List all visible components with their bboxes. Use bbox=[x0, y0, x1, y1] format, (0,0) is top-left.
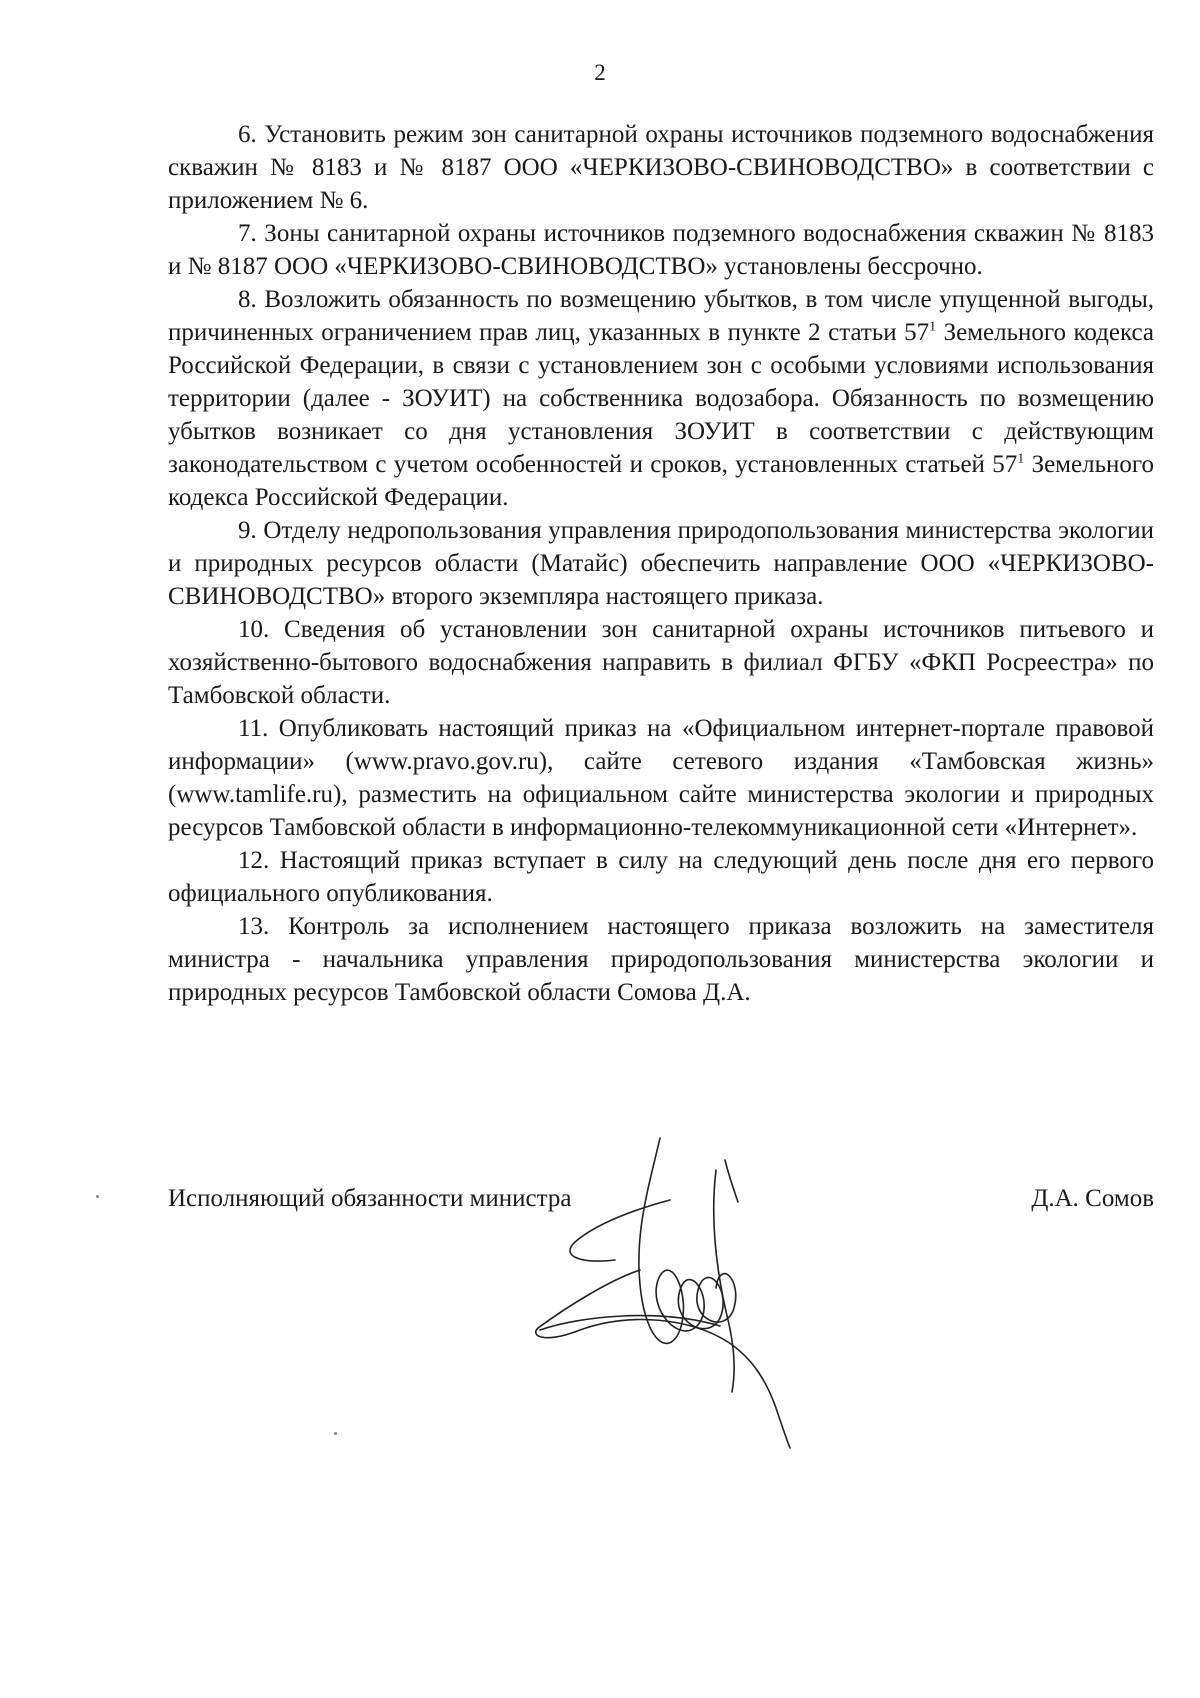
page-number: 2 bbox=[594, 60, 606, 85]
paragraph-8-part2: Земельного кодекса Российской Федерации, в связи с установлением зон с особыми условиями использования территории (далее - ЗОУИТ) на собственника водозабора. Обязанность по возмещению убытков возникает со дня установления ЗОУИТ в соответствии с действующим законодательством с учетом особенностей и сроков, установленных статьей 57 bbox=[168, 319, 1154, 478]
order-body bbox=[168, 118, 1154, 1009]
signer-name: Д.А. Сомов bbox=[1031, 1185, 1154, 1212]
paragraph-13: 13. Контроль за исполнением настоящего приказа возложить на заместителя министра - начальника управления природопользования министерства экологии и природных ресурсов Тамбовской области Сомова Д.А. bbox=[168, 913, 1154, 1006]
paragraph-10: 10. Сведения об установлении зон санитарной охраны источников питьевого и хозяйственно-бытового водоснабжения направить в филиал ФГБУ «ФКП Росреестра» по Тамбовской области. bbox=[168, 616, 1154, 709]
paragraph-8-part3: Земельного кодекса Российской Федерации. bbox=[168, 451, 1154, 511]
paragraph-8-part1: 8. Возложить обязанность по возмещению убытков, в том числе упущенной выгоды, причиненных ограничением прав лиц, указанных в пункте 2 статьи 57 bbox=[168, 286, 1154, 346]
paragraph-8 bbox=[168, 283, 1154, 514]
signer-title: Исполняющий обязанности министра bbox=[168, 1185, 572, 1212]
paragraph-12: 12. Настоящий приказ вступает в силу на следующий день после дня его первого официального опубликования. bbox=[168, 847, 1154, 907]
footnote-superscript-2: 1 bbox=[1017, 451, 1025, 467]
footnote-superscript-1: 1 bbox=[929, 319, 937, 335]
paragraph-11: 11. Опубликовать настоящий приказ на «Официальном интернет-портале правовой информации» (www.pravo.gov.ru), сайте сетевого издания «Тамбовская жизнь» (www.tamlife.ru), разместить на официальном сайте министерства экологии и природных ресурсов Тамбовской области в информационно-телекоммуникационной сети «Интернет». bbox=[168, 715, 1154, 841]
paragraph-7: 7. Зоны санитарной охраны источников подземного водоснабжения скважин № 8183 и № 8187 ООО «ЧЕРКИЗОВО-СВИНОВОДСТВО» установлены бессрочно. bbox=[168, 220, 1154, 280]
handwritten-signature bbox=[520, 1130, 820, 1450]
paragraph-6: 6. Установить режим зон санитарной охраны источников подземного водоснабжения скважин № 8183 и № 8187 ООО «ЧЕРКИЗОВО-СВИНОВОДСТВО» в соответствии с приложением № 6. bbox=[168, 121, 1154, 214]
scan-speck bbox=[334, 1432, 337, 1435]
paragraph-9: 9. Отделу недропользования управления природопользования министерства экологии и природных ресурсов области (Матайс) обеспечить направление ООО «ЧЕРКИЗОВО-СВИНОВОДСТВО» второго экземпляра настоящего приказа. bbox=[168, 517, 1154, 610]
scan-speck bbox=[96, 1195, 99, 1198]
